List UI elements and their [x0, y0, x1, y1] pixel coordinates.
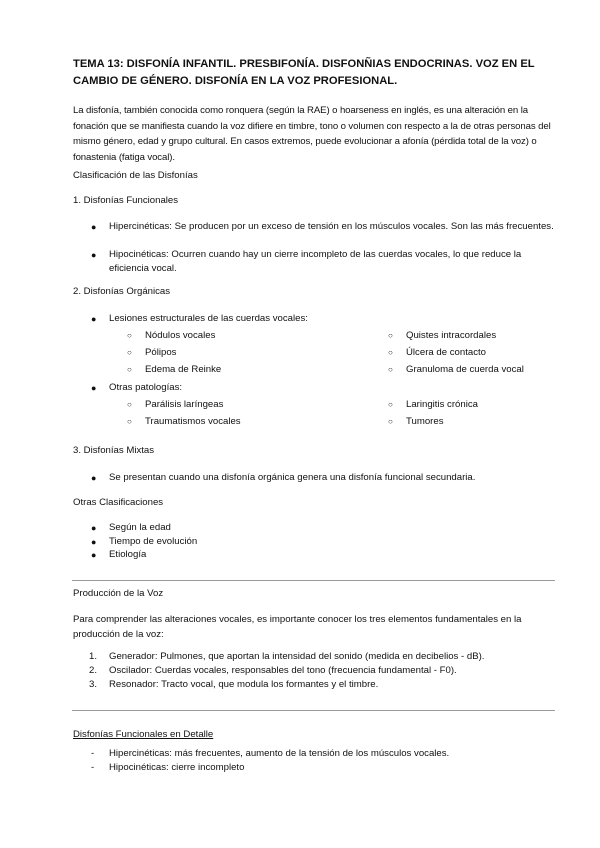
production-heading: Producción de la Voz: [73, 588, 164, 599]
organic-item-text: Lesiones estructurales de las cuerdas vocales:: [109, 313, 308, 324]
sublist-item: ○ Granuloma de cuerda vocal: [388, 364, 524, 375]
sublist-item: ○ Úlcera de contacto: [388, 347, 486, 358]
mixed-heading: 3. Disfonías Mixtas: [73, 445, 155, 456]
mixed-item-text: Se presentan cuando una disfonía orgánica genera una disfonía funcional secundaria.: [109, 472, 476, 483]
bullet-icon: ●: [91, 537, 97, 547]
detail-item: - Hipocinéticas: cierre incompleto: [91, 762, 245, 773]
sublist-item: ○ Laringitis crónica: [388, 399, 478, 410]
organic-item: [91, 312, 555, 326]
sublist-item: ○ Quistes intracordales: [388, 330, 497, 341]
functional-item: [91, 220, 555, 234]
bullet-icon: ●: [91, 473, 97, 483]
circle-bullet-icon: ○: [127, 400, 132, 409]
circle-bullet-icon: ○: [388, 331, 393, 340]
circle-bullet-icon: ○: [127, 417, 132, 426]
intro-paragraph: La disfonía, también conocida como ronquera (según la RAE) o hoarseness en inglés, es una alteración en la fonación que se manifiesta cuando la voz difiere en timbre, tono o volumen con respecto a la de otras personas del mismo género, edad y grupo cultural. En casos extremos, puede evolucionar a afonía (pérdida total de la voz) o fonastenia (fatiga vocal).: [73, 105, 551, 163]
circle-bullet-icon: ○: [127, 365, 132, 374]
circle-bullet-icon: ○: [127, 331, 132, 340]
organic-item: [91, 381, 555, 395]
other-class-item: ● Según la edad: [91, 522, 171, 533]
sublist-item: ○ Parálisis laríngeas: [127, 399, 224, 410]
dash-bullet: -: [91, 748, 95, 759]
other-class-item: ● Etiología: [91, 549, 147, 560]
horizontal-divider: [72, 580, 555, 581]
horizontal-divider: [72, 710, 555, 711]
bullet-icon: ●: [91, 250, 97, 260]
circle-bullet-icon: ○: [388, 365, 393, 374]
numbered-item: 2. Oscilador: Cuerdas vocales, responsables del tono (frecuencia fundamental - F0).: [89, 665, 457, 676]
bullet-icon: ●: [91, 222, 97, 232]
organic-item-text: Otras patologías:: [109, 382, 183, 393]
sublist-item: ○ Pólipos: [127, 347, 177, 358]
bullet-icon: ●: [91, 550, 97, 560]
organic-heading: 2. Disfonías Orgánicas: [73, 286, 171, 297]
functional-item-text: Hipocinéticas: Ocurren cuando hay un cierre incompleto de las cuerdas vocales, lo que reduce la eficiencia vocal.: [109, 249, 522, 274]
mixed-item: [91, 471, 555, 485]
bullet-icon: ●: [91, 314, 97, 324]
sublist-item: ○ Traumatismos vocales: [127, 416, 241, 427]
bullet-icon: ●: [91, 523, 97, 533]
dash-bullet: -: [91, 762, 95, 773]
other-class-item: ● Tiempo de evolución: [91, 536, 198, 547]
detail-item: - Hipercinéticas: más frecuentes, aumento de la tensión de los músculos vocales.: [91, 748, 450, 759]
sublist-item: ○ Edema de Reinke: [127, 364, 222, 375]
functional-item-text: Hipercinéticas: Se producen por un exceso de tensión en los músculos vocales. Son las más frecuentes.: [109, 221, 554, 232]
circle-bullet-icon: ○: [127, 348, 132, 357]
sublist-item: ○ Nódulos vocales: [127, 330, 216, 341]
sublist-item: ○ Tumores: [388, 416, 444, 427]
numbered-item: 3. Resonador: Tracto vocal, que modula los formantes y el timbre.: [89, 679, 379, 690]
numbered-item: 1. Generador: Pulmones, que aportan la intensidad del sonido (medida en decibelios - dB).: [89, 651, 485, 662]
functional-item: [91, 248, 555, 276]
classification-heading: Clasificación de las Disfonías: [73, 170, 198, 181]
bullet-icon: ●: [91, 383, 97, 393]
document-body: [73, 0, 556, 848]
other-classifications-heading: Otras Clasificaciones: [73, 497, 164, 508]
functional-heading: 1. Disfonías Funcionales: [73, 195, 179, 206]
circle-bullet-icon: ○: [388, 348, 393, 357]
circle-bullet-icon: ○: [388, 400, 393, 409]
production-intro: Para comprender las alteraciones vocales, es importante conocer los tres elementos fundamentales en la producción de la voz:: [73, 614, 522, 640]
circle-bullet-icon: ○: [388, 417, 393, 426]
detail-heading: Disfonías Funcionales en Detalle: [73, 729, 214, 740]
document-title: TEMA 13: DISFONÍA INFANTIL. PRESBIFONÍA. DISFONÑIAS ENDOCRINAS. VOZ EN EL CAMBIO DE GÉNERO. DISFONÍA EN LA VOZ PROFESIONAL.: [73, 58, 535, 87]
